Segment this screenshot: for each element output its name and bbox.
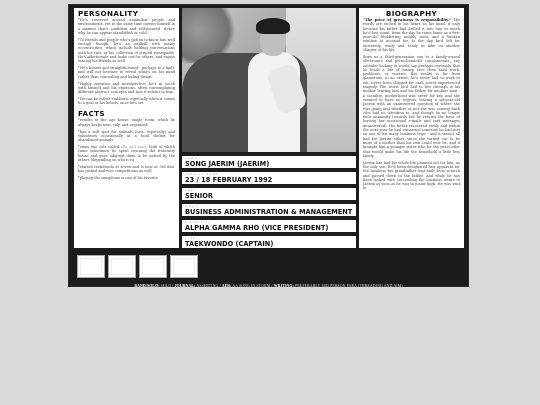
fact-item-tail: , both of which came sometimes he spent rescuing the fraternity house and gave adopted them to be petted by the others (depending on who it is). bbox=[78, 144, 175, 162]
info-label: name bbox=[185, 157, 198, 160]
footer-value: AA SONG IN STORM bbox=[232, 284, 271, 288]
info-label: date of birth bbox=[185, 173, 220, 176]
personality-paragraph: *He's honest and straightforward - perhaps to a fault, and will not hesitate to reveal what's on his mind rather than concealing and hiding things. bbox=[78, 66, 175, 79]
biography-heading: BIOGRAPHY bbox=[385, 9, 438, 18]
thumbnail-image[interactable] bbox=[170, 255, 198, 278]
info-club bbox=[182, 236, 356, 248]
facts-heading: FACTS bbox=[78, 109, 106, 119]
personality-heading: PERSONALITY bbox=[78, 9, 139, 18]
footer-label: AIM: bbox=[221, 284, 232, 288]
thumbnail-image[interactable] bbox=[108, 255, 136, 278]
fact-item-text: *owns two cats called bbox=[78, 144, 119, 149]
biography-paragraph bbox=[359, 18, 464, 52]
info-fraternity bbox=[182, 220, 356, 232]
fact-item: *started taekwondo at seven and is now at 3rd dan. has picked and won competitions as well. bbox=[78, 164, 175, 174]
footer-value: PREFERABLY 3RD PERSON PARA (THREADING AND AIM) bbox=[294, 284, 403, 288]
personality-paragraph: *He can be rather stubborn, especially when it comes to a goal or his beliefs, once he's set bbox=[78, 97, 175, 106]
personality-paragraph: *Highly sensitive and introspective, he's in touch with himself and his emotions, often contemplating different abstract concepts and how it relates to him. bbox=[78, 81, 175, 95]
personality-paragraph: *To friends and people who's gotten to know him well enough though, he's an oddball with mainy eccentricities, which include holding conversations with his cats, or his collection of striped sweatpants. He's affectionate and looks out for others, and enjoys teasing his friends as well. bbox=[78, 37, 175, 64]
left-column bbox=[74, 8, 179, 248]
footer-label: JOURNAL: bbox=[174, 284, 196, 288]
fact-item bbox=[74, 145, 179, 162]
info-year bbox=[182, 188, 356, 200]
info-label: year bbox=[185, 189, 197, 192]
info-value-name: SONG JAERIM (JAERIM) bbox=[185, 160, 270, 168]
thumbnail-image[interactable] bbox=[139, 255, 167, 278]
right-column bbox=[359, 8, 464, 248]
personality-paragraph: *He's reserved around unfamiliar people and environments, yet at the same time carries himself in a manner that's confident and self-assured. Hence why he can appear standoffish or cold. bbox=[78, 18, 175, 35]
biography-quote: "The price of greatness is responsibility." bbox=[363, 18, 451, 22]
biography-text: The words are etched in his heart, in his mind, if only because his father had drilled it into him so much he'd lost count, from the day he came home as a five-year-old blubbering muddy mess and a broken window to account for, to the day he'd left for university, ready and ready to take on another chapter of his life. bbox=[363, 18, 460, 53]
info-value-dob: 23 / 18 FEBRUARY 1992 bbox=[185, 176, 273, 184]
info-value-year: SENIOR bbox=[185, 192, 213, 200]
info-major bbox=[182, 204, 356, 216]
cat-names-link[interactable]: ollo and bono bbox=[120, 144, 147, 149]
biography-paragraph: Born as a third-generation son to a family-owned electronics and petrochemicals conglomerate, any outsider looking in would say perhaps enviously that he leads a life of luxury, free from hard work, problems, or worries. But reality is far from glamorous, to an extent, he's never had to work to eat, never been clogged for cash, never experienced tragedy. The worst he'd had to live through is his mother leaving him and his father for another man - a socialite, motherhood was never for her, and she seemed to have no regrets, leaving a six-year-old Jaerim with an unanswered question of where she was going and whether or not she was coming back (she had no intention to, and though he no longer feels animosity towards her, he returns the favor of leaving her occasional e-mails and text messages unanswered). His father recovered easily and within the next year he had remarried someone he had met on one of his many business trips - and it wasn't all bad for Jaerim either, since she turned out to be more of a mother than his own could ever be, and it brought him a younger sister who for the years after that would make his life the household a little less lonely. bbox=[363, 54, 460, 158]
profile-photo bbox=[182, 8, 356, 152]
info-value-major: BUSINESS ADMINISTRATION & MANAGEMENT bbox=[185, 208, 353, 216]
info-label: club bbox=[185, 237, 197, 240]
info-value-fraternity: ALPHA GAMMA RHO (VICE PRESIDENT) bbox=[185, 224, 329, 232]
profile-frame bbox=[68, 4, 469, 287]
info-dob bbox=[182, 172, 356, 184]
photo-hair bbox=[256, 18, 290, 34]
fact-item: *playing the saxophone is one of his favorite bbox=[78, 175, 158, 180]
info-label: fraternity bbox=[185, 221, 212, 224]
footer-value: SOLO bbox=[160, 284, 172, 288]
thumbnail-image[interactable] bbox=[77, 255, 105, 278]
info-label: major bbox=[185, 205, 200, 208]
footer-label: WRITING: bbox=[273, 284, 294, 288]
footer-value: ASSERTING bbox=[196, 284, 219, 288]
center-column bbox=[182, 8, 356, 252]
fact-item: *resides in the ago house, single room, which he always keeps neat, tidy, and organized. bbox=[78, 118, 175, 127]
footer-bar: BAND/SOLO: SOLO / JOURNAL: ASSERTING / AIM: AA SONG IN STORM / WRITING: PREFERABLY 3RD PERSON PARA (THREADING AND AIM) bbox=[134, 284, 403, 288]
info-value-club: TAEKWONDO (CAPTAIN) bbox=[185, 240, 274, 248]
biography-paragraph: Jaerim has had his whole life planned out for him; as the only son, he'd been designated heir apparent for the business his grandfather had built from scratch and passed down to the father. And while he has been tasked with succeeding the business aware to Jaerim as soon as he was in junior high. He was sent to bbox=[363, 160, 460, 191]
info-name bbox=[182, 156, 356, 168]
fact-item: *has a soft spot for animals (cats, especially) and volunteers occasionally at a local shelter for abandoned animals. bbox=[78, 129, 175, 143]
footer-label: BAND/SOLO: bbox=[134, 284, 160, 288]
